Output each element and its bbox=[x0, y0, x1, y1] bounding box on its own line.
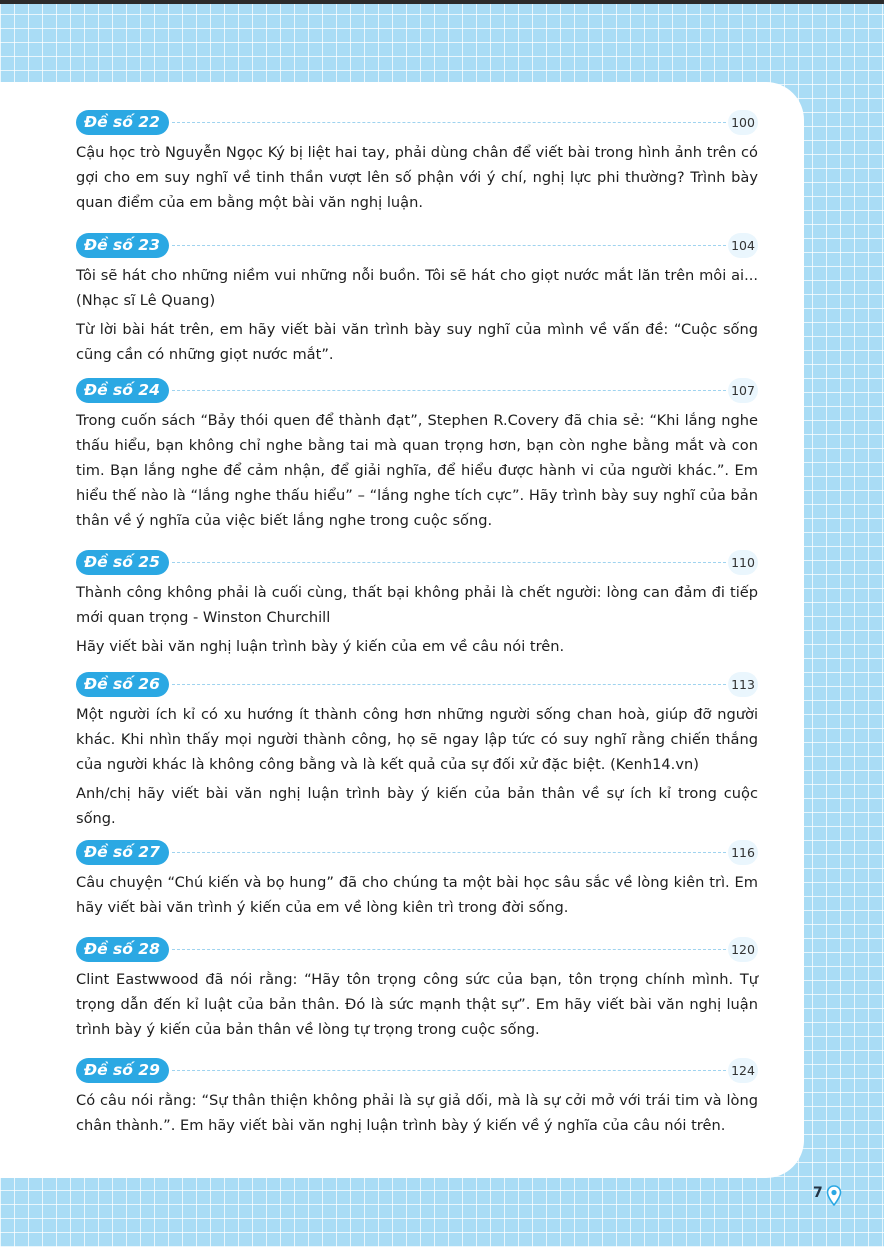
exercise-label: Đề số 28 bbox=[76, 937, 169, 962]
exercise-text: Trong cuốn sách “Bảy thói quen để thành đạt”, Stephen R.Covery đã chia sẻ: “Khi lắng nghe thấu hiểu, bạn không chỉ nghe bằng tai mà quan trọng hơn, bạn còn nghe bằng mắt và con tim. Bạn lắng nghe để cảm nhận, để giải nghĩa, để hiểu được hành vi của người khác.”. Em hiểu thế nào là “lắng nghe thấu hiểu” – “lắng nghe tích cực”. Hãy trình bày suy nghĩ của bản thân về ý nghĩa của việc biết lắng nghe trong cuộc sống. bbox=[76, 412, 758, 529]
exercise-22 bbox=[76, 110, 758, 215]
exercise-27 bbox=[76, 840, 758, 920]
dashed-leader bbox=[172, 122, 726, 123]
exercise-25 bbox=[76, 550, 758, 659]
exercise-text: Tôi sẽ hát cho những niềm vui những nỗi buồn. Tôi sẽ hát cho giọt nước mắt lăn trên môi ai... (Nhạc sĩ Lê Quang) bbox=[76, 267, 758, 309]
exercise-24 bbox=[76, 378, 758, 533]
exercise-label: Đề số 23 bbox=[76, 233, 169, 258]
page-ref-badge: 100 bbox=[728, 110, 758, 135]
page-ref-badge: 124 bbox=[728, 1058, 758, 1083]
page-ref-badge: 116 bbox=[728, 840, 758, 865]
exercise-text: Cậu học trò Nguyễn Ngọc Ký bị liệt hai tay, phải dùng chân để viết bài trong hình ảnh trên có gợi cho em suy nghĩ về tinh thần vượt lên số phận với ý chí, nghị lực phi thường? Trình bày quan điểm của em bằng một bài văn nghị luận. bbox=[76, 144, 758, 211]
exercise-header bbox=[76, 550, 758, 575]
exercise-header bbox=[76, 840, 758, 865]
exercise-text: Câu chuyện “Chú kiến và bọ hung” đã cho chúng ta một bài học sâu sắc về lòng kiên trì. Em hãy viết bài văn trình ý kiến của em về lòng kiên trì trong đời sống. bbox=[76, 874, 758, 916]
exercise-task: Anh/chị hãy viết bài văn nghị luận trình bày ý kiến của bản thân về sự ích kỉ trong cuộc sống. bbox=[76, 785, 758, 827]
exercise-text: Một người ích kỉ có xu hướng ít thành công hơn những người sống chan hoà, giúp đỡ người khác. Khi nhìn thấy mọi người thành công, họ sẽ ngay lập tức có suy nghĩ rằng chiến thắng của người khác là không công bằng và là kết quả của sự đối xử đặc biệt. (Kenh14.vn) bbox=[76, 706, 758, 773]
exercise-header bbox=[76, 233, 758, 258]
exercise-header bbox=[76, 1058, 758, 1083]
page-ref-badge: 107 bbox=[728, 378, 758, 403]
dashed-leader bbox=[172, 852, 726, 853]
page-ref-badge: 120 bbox=[728, 937, 758, 962]
exercise-label: Đề số 24 bbox=[76, 378, 169, 403]
exercise-header bbox=[76, 110, 758, 135]
exercise-label: Đề số 25 bbox=[76, 550, 169, 575]
page-ref-badge: 113 bbox=[728, 672, 758, 697]
exercise-28 bbox=[76, 937, 758, 1042]
dashed-leader bbox=[172, 684, 726, 685]
exercise-label: Đề số 26 bbox=[76, 672, 169, 697]
exercise-text: Thành công không phải là cuối cùng, thất bại không phải là chết người: lòng can đảm đi tiếp mới quan trọng - Winston Churchill bbox=[76, 584, 758, 626]
dashed-leader bbox=[172, 390, 726, 391]
page-ref-badge: 104 bbox=[728, 233, 758, 258]
page-number: 7 bbox=[813, 1185, 823, 1201]
exercise-task: Hãy viết bài văn nghị luận trình bày ý kiến của em về câu nói trên. bbox=[76, 638, 565, 655]
exercise-26 bbox=[76, 672, 758, 831]
exercise-task: Từ lời bài hát trên, em hãy viết bài văn trình bày suy nghĩ của mình về vấn đề: “Cuộc sống cũng cần có những giọt nước mắt”. bbox=[76, 321, 758, 363]
exercise-header bbox=[76, 378, 758, 403]
exercise-23 bbox=[76, 233, 758, 367]
exercise-text: Clint Eastwwood đã nói rằng: “Hãy tôn trọng công sức của bạn, tôn trọng chính mình. Tự trọng dẫn đến kỉ luật của bản thân. Đó là sức mạnh thật sự”. Em hãy viết bài văn nghị luận trình bày ý kiến của bản thân về lòng tự trọng trong cuộc sống. bbox=[76, 971, 758, 1038]
dashed-leader bbox=[172, 562, 726, 563]
exercise-header bbox=[76, 937, 758, 962]
location-pin-icon bbox=[826, 1185, 842, 1206]
exercise-header bbox=[76, 672, 758, 697]
exercise-label: Đề số 29 bbox=[76, 1058, 169, 1083]
exercise-label: Đề số 27 bbox=[76, 840, 169, 865]
dashed-leader bbox=[172, 245, 726, 246]
dashed-leader bbox=[172, 1070, 726, 1071]
exercise-label: Đề số 22 bbox=[76, 110, 169, 135]
exercise-29 bbox=[76, 1058, 758, 1138]
top-edge bbox=[0, 0, 884, 4]
dashed-leader bbox=[172, 949, 726, 950]
page-ref-badge: 110 bbox=[728, 550, 758, 575]
exercise-text: Có câu nói rằng: “Sự thân thiện không phải là sự giả dối, mà là sự cởi mở với trái tim và lòng chân thành.”. Em hãy viết bài văn nghị luận trình bày ý kiến về ý nghĩa của câu nói trên. bbox=[76, 1092, 758, 1134]
